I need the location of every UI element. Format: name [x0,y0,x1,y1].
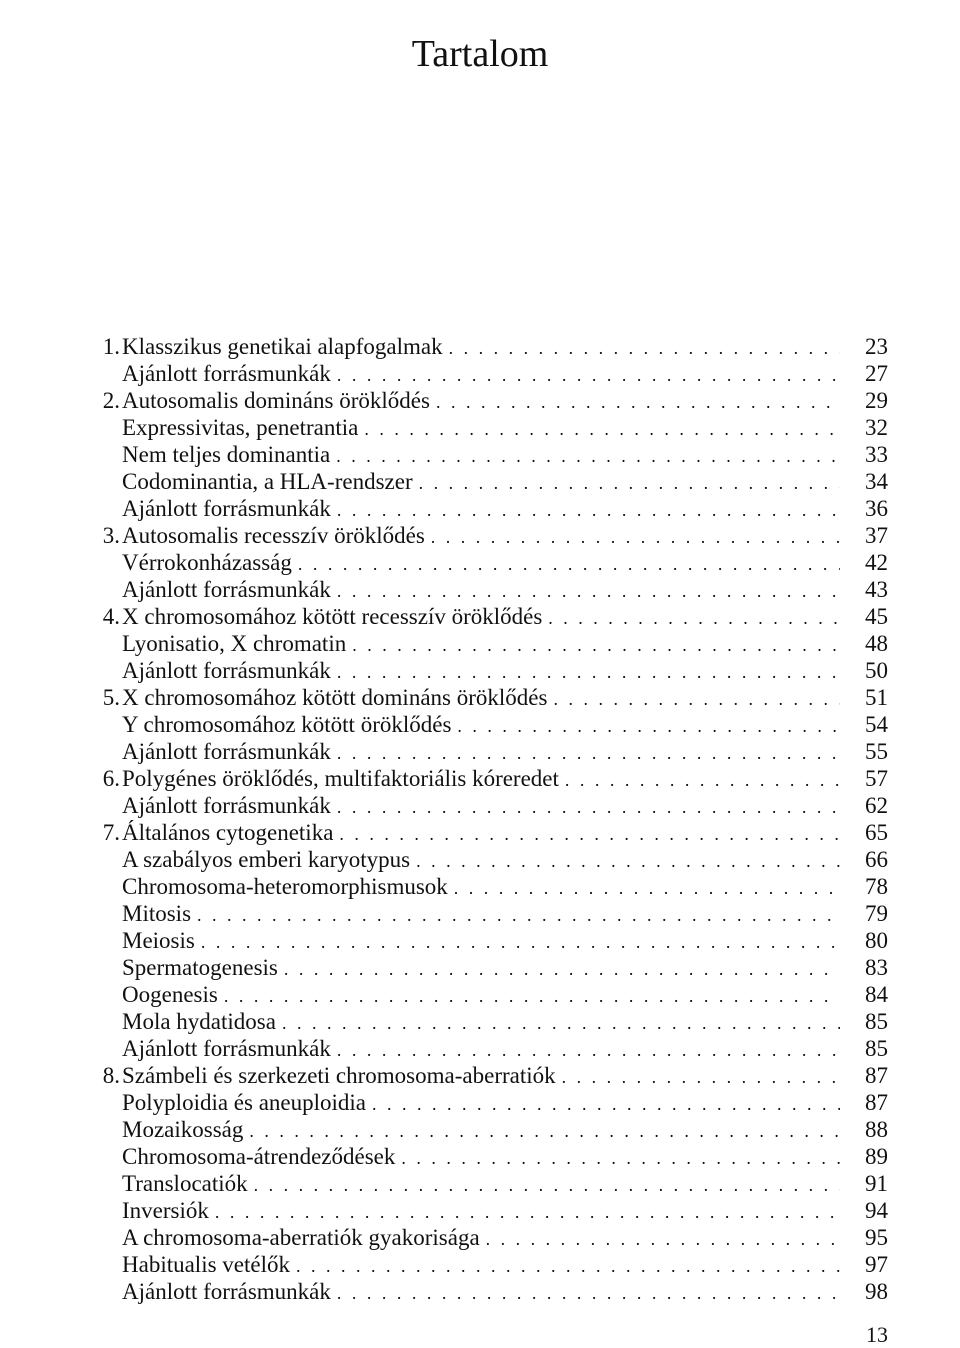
toc-entry-page: 65 [865,820,888,845]
toc-entry-page: 85 [865,1036,888,1061]
toc-entry-page: 43 [865,577,888,602]
dot-leader [296,1253,840,1280]
toc-entry [88,981,888,1008]
toc-entry [88,414,888,441]
toc-entry-title: Vérrokonházasság [122,550,292,575]
toc-entry-page: 79 [865,901,888,926]
toc-entry-title: Spermatogenesis [122,955,278,980]
toc-entry [88,657,888,684]
toc-entry-page: 88 [865,1117,888,1142]
toc-entry-title: Ajánlott forrásmunkák [122,1036,331,1061]
toc-entry-page: 66 [865,847,888,872]
toc-entry [88,495,888,522]
dot-leader [431,524,840,551]
toc-entry-number: 6. [102,766,120,791]
toc-entry-title: Ajánlott forrásmunkák [122,739,331,764]
dot-leader [337,578,840,605]
dot-leader [562,1064,840,1091]
toc-entry-page: 89 [865,1144,888,1169]
toc-entry-page: 27 [865,361,888,386]
toc-entry [88,603,888,630]
toc-entry-page: 83 [865,955,888,980]
dot-leader [298,551,840,578]
dot-leader [565,767,840,794]
toc-entry [88,333,888,360]
dot-leader [197,902,840,929]
toc-entry-title: Translocatiók [122,1171,248,1196]
dot-leader [337,497,840,524]
dot-leader [337,659,840,686]
toc-entry [88,738,888,765]
toc-entry [88,1170,888,1197]
toc-entry-title: Codominantia, a HLA-rendszer [122,469,413,494]
toc-entry-page: 23 [865,334,888,359]
toc-entry-title: Autosomalis recesszív öröklődés [122,523,425,548]
toc-entry-number: 5. [102,685,120,710]
toc-entry-page: 36 [865,496,888,521]
dot-leader [336,443,840,470]
toc-entry [88,1035,888,1062]
toc-entry-page: 57 [865,766,888,791]
toc-entry-page: 62 [865,793,888,818]
toc-entry-title: Chromosoma-átrendeződések [122,1144,396,1169]
toc-entry-title: Chromosoma-heteromorphismusok [122,874,448,899]
toc-entry-number: 8. [102,1063,120,1088]
toc-entry-page: 32 [865,415,888,440]
dot-leader [337,1280,840,1307]
toc-entry-page: 34 [865,469,888,494]
toc-entry-page: 97 [865,1252,888,1277]
toc-entry-title: Inversiók [122,1198,209,1223]
dot-leader [249,1118,840,1145]
toc-entry-page: 98 [865,1279,888,1304]
toc-entry-page: 45 [865,604,888,629]
dot-leader [254,1172,840,1199]
toc-entry [88,1008,888,1035]
toc-entry-title: Habitualis vetélők [122,1252,290,1277]
toc-entry [88,576,888,603]
toc-entry-title: Általános cytogenetika [122,820,334,845]
toc-entry-number: 2. [102,388,120,413]
toc-entry [88,630,888,657]
dot-leader [457,713,840,740]
toc-entry-page: 54 [865,712,888,737]
toc-entry-title: Ajánlott forrásmunkák [122,793,331,818]
dot-leader [337,740,840,767]
toc-entry [88,1251,888,1278]
toc-entry-title: Mitosis [122,901,192,926]
toc-entry-title: Expressivitas, penetrantia [122,415,359,440]
dot-leader [337,1037,840,1064]
toc-entry-page: 84 [865,982,888,1007]
toc-entry [88,792,888,819]
toc-entry-title: Meiosis [122,928,195,953]
toc-entry [88,1116,888,1143]
dot-leader [454,875,840,902]
toc-entry-page: 55 [865,739,888,764]
toc-entry [88,387,888,414]
dot-leader [364,416,840,443]
toc-entry [88,927,888,954]
toc-entry-title: Mozaikosság [122,1117,244,1142]
toc-entry-title: Polyploidia és aneuploidia [122,1090,367,1115]
toc-entry [88,954,888,981]
page-number: 13 [866,1322,888,1347]
dot-leader [282,1010,840,1037]
toc-entry-page: 94 [865,1198,888,1223]
toc-entry-page: 51 [865,685,888,710]
toc-entry [88,711,888,738]
dot-leader [201,929,840,956]
toc-entry-page: 29 [865,388,888,413]
toc-entry [88,846,888,873]
toc-entry [88,1278,888,1305]
toc-entry [88,549,888,576]
dot-leader [339,821,840,848]
toc-entry-title: X chromosomához kötött recesszív öröklődés [122,604,543,629]
toc-entry-number: 7. [102,820,120,845]
dot-leader [372,1091,840,1118]
toc-entry-title: Lyonisatio, X chromatin [122,631,347,656]
toc-entry [88,1089,888,1116]
toc-entry-page: 87 [865,1063,888,1088]
toc-entry [88,1143,888,1170]
toc-entry-page: 48 [865,631,888,656]
dot-leader [449,335,840,362]
toc-entry-number: 1. [102,334,120,359]
toc-entry-title: Y chromosomához kötött öröklődés [122,712,452,737]
dot-leader [337,362,840,389]
toc-entry-page: 95 [865,1225,888,1250]
dot-leader [401,1145,840,1172]
dot-leader [553,686,840,713]
toc-entry [88,1197,888,1224]
toc-entry-title: Nem teljes dominantia [122,442,331,467]
toc-entry [88,873,888,900]
toc-entry [88,819,888,846]
toc-entry [88,900,888,927]
toc-entry-title: Számbeli és szerkezeti chromosoma-aberratiók [122,1063,556,1088]
dot-leader [352,632,840,659]
toc-entry [88,441,888,468]
toc-entry-title: Ajánlott forrásmunkák [122,361,331,386]
table-of-contents [88,333,888,1305]
page-title: Tartalom [411,33,549,75]
toc-entry-page: 33 [865,442,888,467]
toc-entry-title: Autosomalis domináns öröklődés [122,388,430,413]
toc-entry [88,360,888,387]
toc-entry-page: 42 [865,550,888,575]
toc-entry-page: 78 [865,874,888,899]
toc-entry-page: 85 [865,1009,888,1034]
toc-entry-title: Klasszikus genetikai alapfogalmak [122,334,443,359]
toc-entry [88,684,888,711]
toc-entry [88,468,888,495]
dot-leader [486,1226,840,1253]
toc-entry-title: A chromosoma-aberratiók gyakorisága [122,1225,480,1250]
toc-entry-number: 3. [102,523,120,548]
toc-entry-title: Ajánlott forrásmunkák [122,577,331,602]
dot-leader [416,848,840,875]
toc-entry-page: 37 [865,523,888,548]
toc-entry-number: 4. [102,604,120,629]
toc-entry-title: A szabályos emberi karyotypus [122,847,411,872]
toc-entry-title: Ajánlott forrásmunkák [122,658,331,683]
dot-leader [337,794,840,821]
dot-leader [284,956,840,983]
toc-entry-page: 80 [865,928,888,953]
dot-leader [215,1199,840,1226]
toc-entry [88,765,888,792]
toc-entry-page: 50 [865,658,888,683]
dot-leader [224,983,840,1010]
dot-leader [548,605,840,632]
toc-entry [88,1062,888,1089]
toc-entry-title: Mola hydatidosa [122,1009,276,1034]
toc-entry [88,522,888,549]
toc-entry-page: 91 [865,1171,888,1196]
toc-entry-page: 87 [865,1090,888,1115]
dot-leader [419,470,840,497]
dot-leader [436,389,840,416]
toc-entry [88,1224,888,1251]
toc-entry-title: Ajánlott forrásmunkák [122,496,331,521]
toc-entry-title: Oogenesis [122,982,218,1007]
toc-entry-title: Polygénes öröklődés, multifaktoriális kóreredet [122,766,559,791]
toc-entry-title: X chromosomához kötött domináns öröklődés [122,685,548,710]
toc-entry-title: Ajánlott forrásmunkák [122,1279,331,1304]
